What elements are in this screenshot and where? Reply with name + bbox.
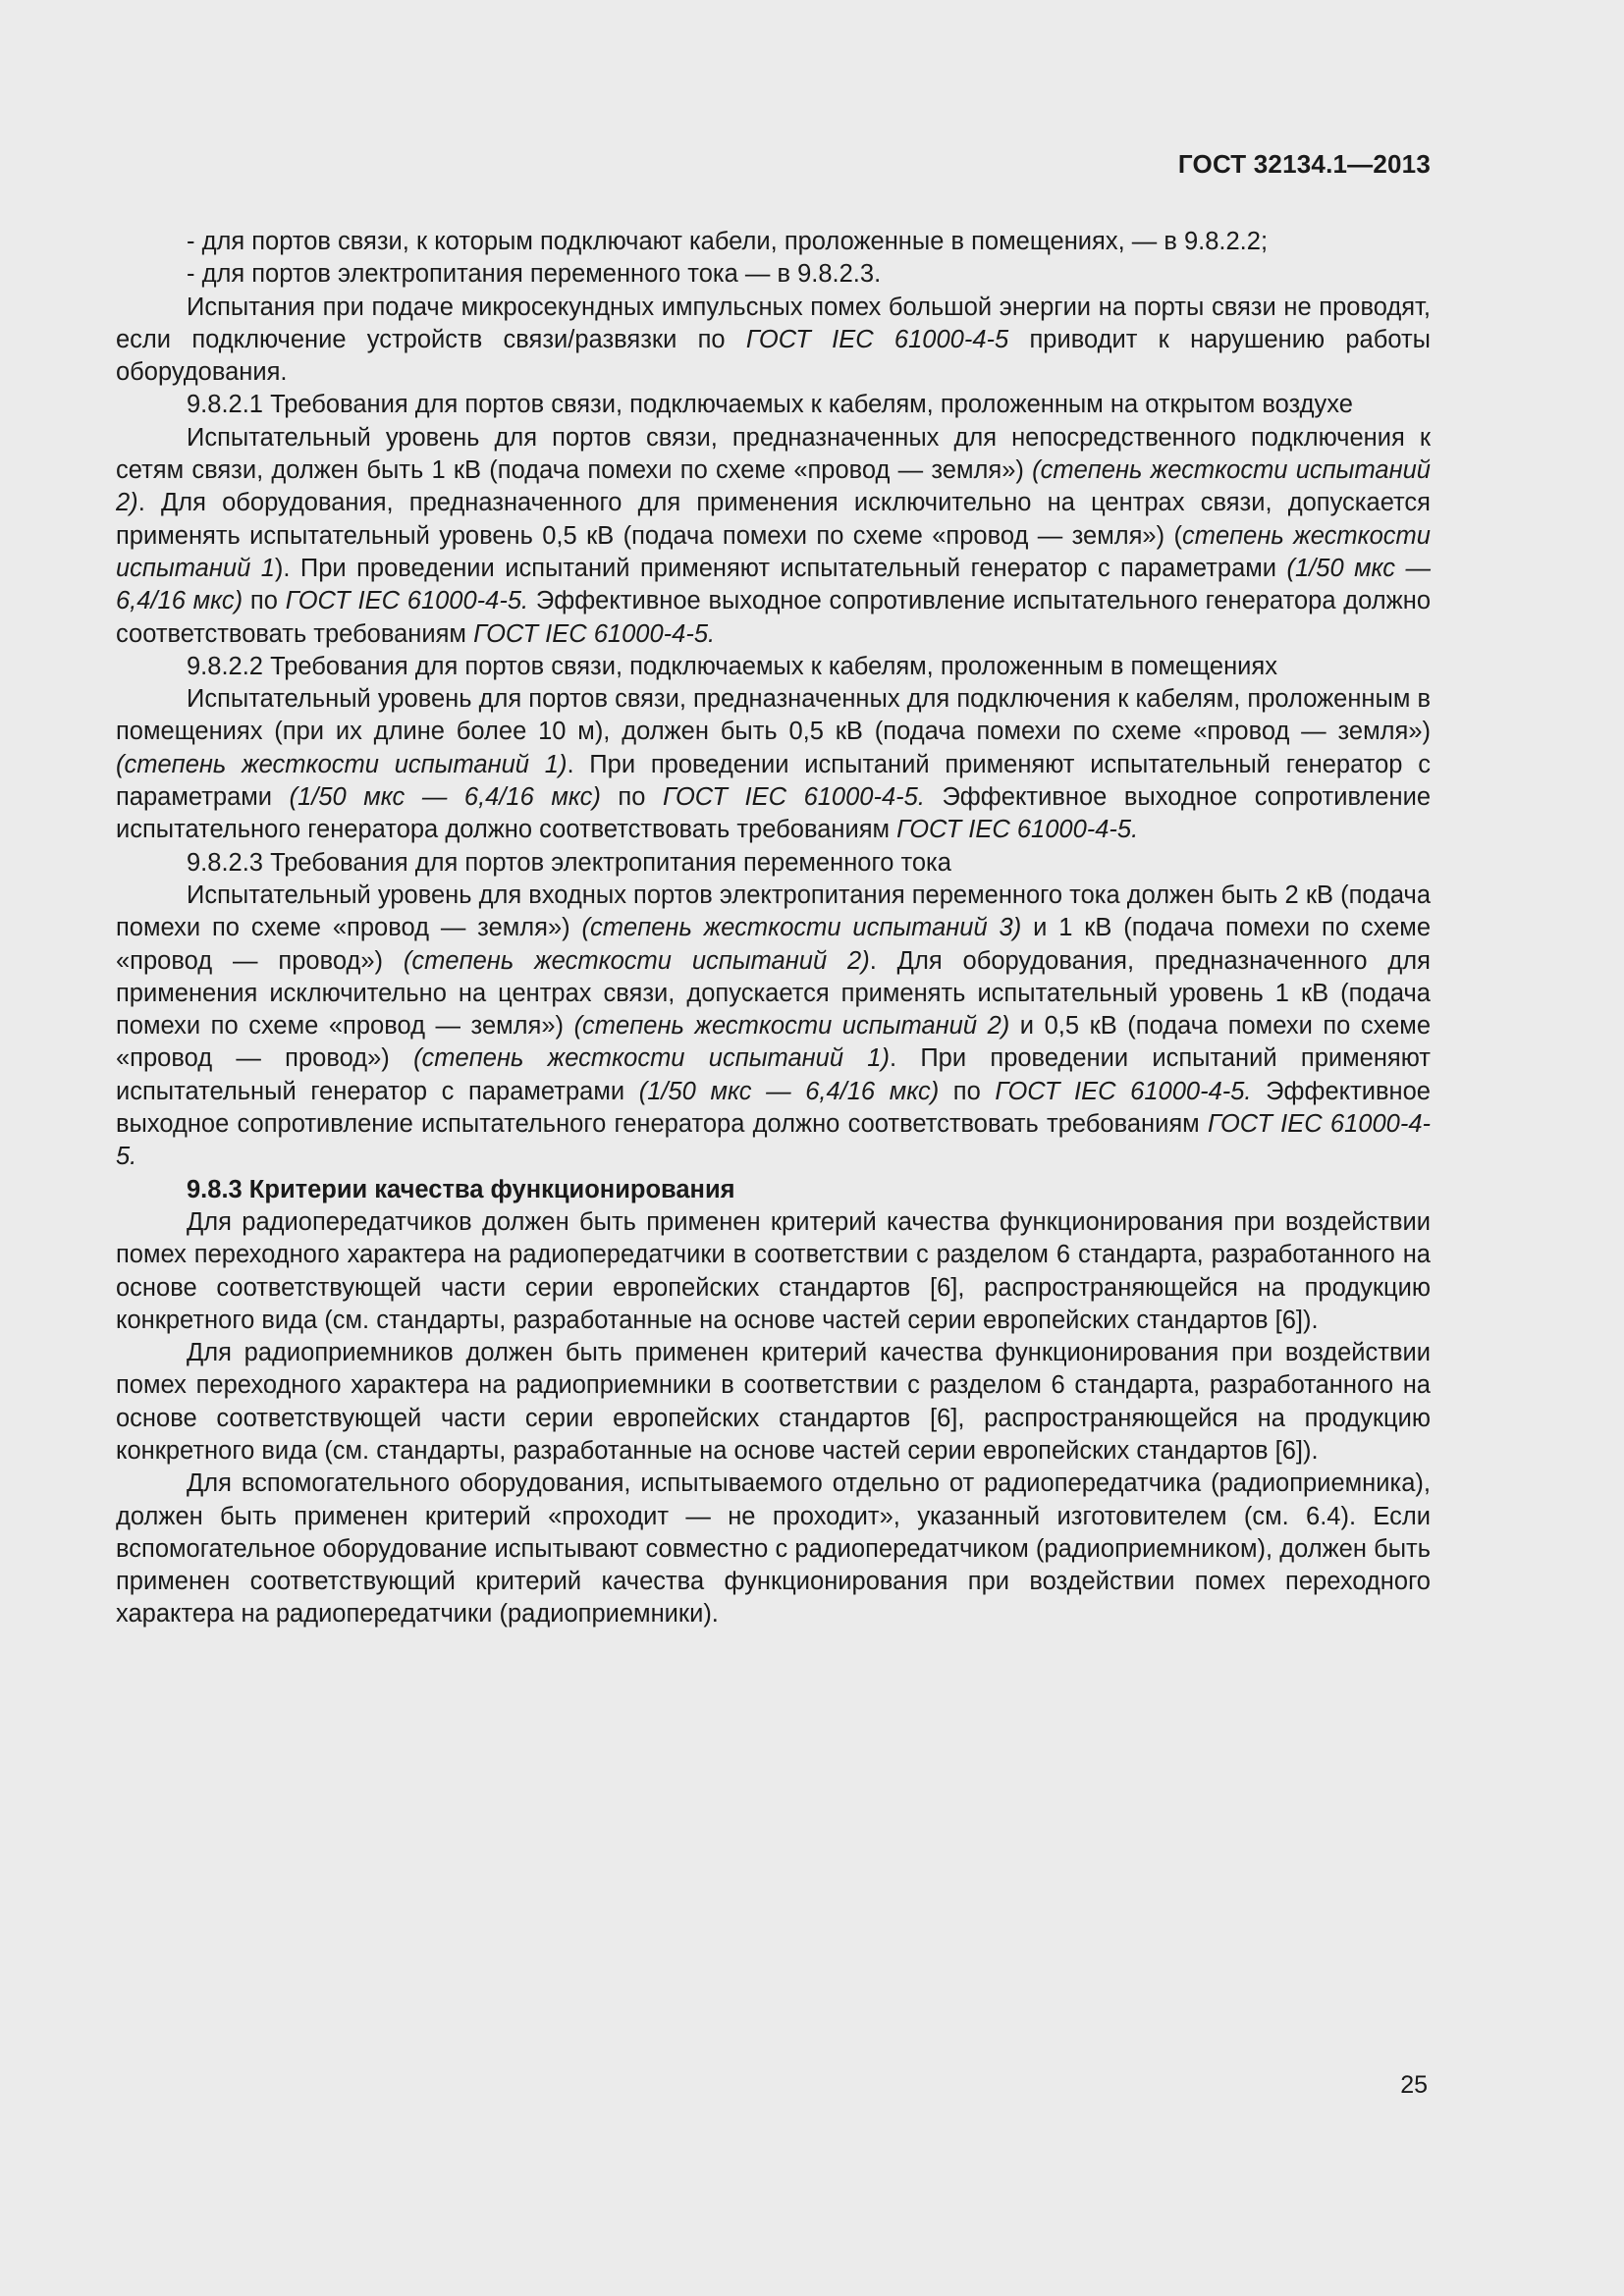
text-run: ГОСТ IEC 61000-4-5. [896,816,1139,844]
text-run: (степень жесткости испытаний 1) [413,1044,890,1073]
text-run: Для радиоприемников должен быть применен критерий качества функционирования при воздействии помех переходного характера на радиоприемники в соответствии с разделом 6 стандарта, разработанного на основе соответствующей части серии европейских стандартов [6], распространяющейся на продукцию конкретного вида (см. стандарты, разработанные на основе частей серии европейских стандартов [6]). [116,1339,1431,1465]
text-run: ГОСТ IEC 61000-4-5. [116,1110,1431,1171]
text-run: . Для оборудования, предназначенного для применения исключительно на центрах связи, допускается применять испытательный уровень 1 кВ (подача помехи по схеме «провод — земля») [116,946,1431,1041]
text-run: по [243,587,286,615]
text-run: ГОСТ IEC 61000-4-5. [473,619,716,648]
text-run: ГОСТ IEC 61000-4-5. [285,587,529,615]
text-run: Для вспомогательного оборудования, испытываемого отдельно от радиопередатчика (радиоприемника), должен быть применен критерий «проходит — не проходит», указанный изготовителем (см. 6.4). Если вспомогательное оборудование испытывают совместно с радиопередатчиком (радиоприемником), должен быть применен соответствующий критерий качества функционирования при воздействии помех переходного характера на радиопередатчики (радиоприемники). [116,1469,1431,1629]
text-run: Эффективное выходное сопротивление испытательного генератора должно соответствовать требованиям [116,1077,1431,1139]
text-run: степень жесткости испытаний 1 [116,521,1431,582]
text-run: (степень жесткости испытаний 2) [403,946,870,975]
text-run: - для портов связи, к которым подключают кабели, проложенные в помещениях, — в 9.8.2.2; [187,228,1269,255]
heading-9-8-2-3 [116,847,1431,880]
heading-9-8-2-1 [116,389,1431,421]
paragraph-transmitters [116,1206,1431,1337]
text-run: Эффективное выходное сопротивление испытательного генератора должно соответствовать требованиям [116,783,1431,844]
text-run: Испытательный уровень для входных портов электропитания переменного тока должен быть 2 кВ (подача помехи по схеме «провод — земля») [116,881,1431,942]
text-run: по [600,783,663,812]
paragraph-not-tested [116,292,1431,390]
heading-9-8-3 [116,1174,1431,1206]
text-run: (1/50 мкс — 6,4/16 мкс) [638,1077,940,1105]
text-run: (степень жесткости испытаний 1) [116,750,568,778]
paragraph-9-8-2-1 [116,422,1431,651]
list-item-indoor-ports [116,226,1431,258]
text-run: - для портов электропитания переменного тока — в 9.8.2.3. [187,260,882,289]
paragraph-ancillary [116,1468,1431,1630]
text-run: Испытания при подаче микросекундных импульсных помех большой энергии на порты связи не проводят, если подключение устройств связи/развязки по [116,293,1431,353]
paragraph-9-8-2-3 [116,880,1431,1174]
text-run: Испытательный уровень для портов связи, предназначенных для непосредственного подключения к сетям связи, должен быть 1 кВ (подача помехи по схеме «провод — земля») [116,423,1431,485]
text-run: 9.8.2.1 Требования для портов связи, подключаемых к кабелям, проложенным на открытом воздухе [187,391,1353,419]
text-run: (1/50 мкс — 6,4/16 мкс) [289,783,601,812]
text-run: и 1 кВ (подача помехи по схеме «провод — провод») [116,914,1431,975]
text-run: приводит к нарушению работы оборудования. [116,325,1431,387]
list-item-ac-ports [116,258,1431,291]
text-run: по [939,1077,996,1105]
text-run: . При проведении испытаний применяют испытательный генератор с параметрами [116,1044,1431,1105]
text-run: Для радиопередатчиков должен быть применен критерий качества функционирования при воздействии помех переходного характера на радиопередатчики в соответствии с разделом 6 стандарта, разработанного на основе соответствующей части серии европейских стандартов [6], распространяющейся на продукцию конкретного вида (см. стандарты, разработанные на основе частей серии европейских стандартов [6]). [116,1207,1431,1334]
text-run: ГОСТ IEC 61000-4-5. [662,783,925,812]
text-run: (степень жесткости испытаний 3) [581,914,1022,942]
text-run: (1/50 мкс — 6,4/16 мкс) [116,554,1431,615]
text-run: ГОСТ IEC 61000-4-5. [995,1077,1252,1105]
text-run: 9.8.3 Критерии качества функционирования [187,1175,735,1203]
text-run: . При проведении испытаний применяют испытательный генератор с параметрами [116,750,1431,812]
text-run: (степень жесткости испытаний 2) [116,456,1431,517]
text-run: . Для оборудования, предназначенного для применения исключительно на центрах связи, допускается применять испытательный уровень 0,5 кВ (подача помехи по схеме «провод — земля») ( [116,489,1431,550]
text-run: ГОСТ IEC 61000-4-5 [745,325,1009,353]
text-run: Эффективное выходное сопротивление испытательного генератора должно соответствовать требованиям [116,587,1431,648]
text-run: 9.8.2.3 Требования для портов электропитания переменного тока [187,848,951,877]
document-body [116,226,1431,1631]
text-run: 9.8.2.2 Требования для портов связи, подключаемых к кабелям, проложенным в помещениях [187,652,1277,680]
paragraph-receivers [116,1337,1431,1468]
page-number: 25 [1400,2071,1428,2099]
text-run: Испытательный уровень для портов связи, предназначенных для подключения к кабелям, проложенным в помещениях (при их длине более 10 м), должен быть 0,5 кВ (подача помехи по схеме «провод — земля») [116,685,1431,746]
text-run: ). При проведении испытаний применяют испытательный генератор с параметрами [274,554,1287,582]
heading-9-8-2-2 [116,651,1431,683]
text-run: и 0,5 кВ (подача помехи по схеме «провод — провод») [116,1012,1432,1073]
text-run: (степень жесткости испытаний 2) [573,1012,1010,1041]
document-header: ГОСТ 32134.1—2013 [1177,149,1431,179]
paragraph-9-8-2-2 [116,683,1431,846]
